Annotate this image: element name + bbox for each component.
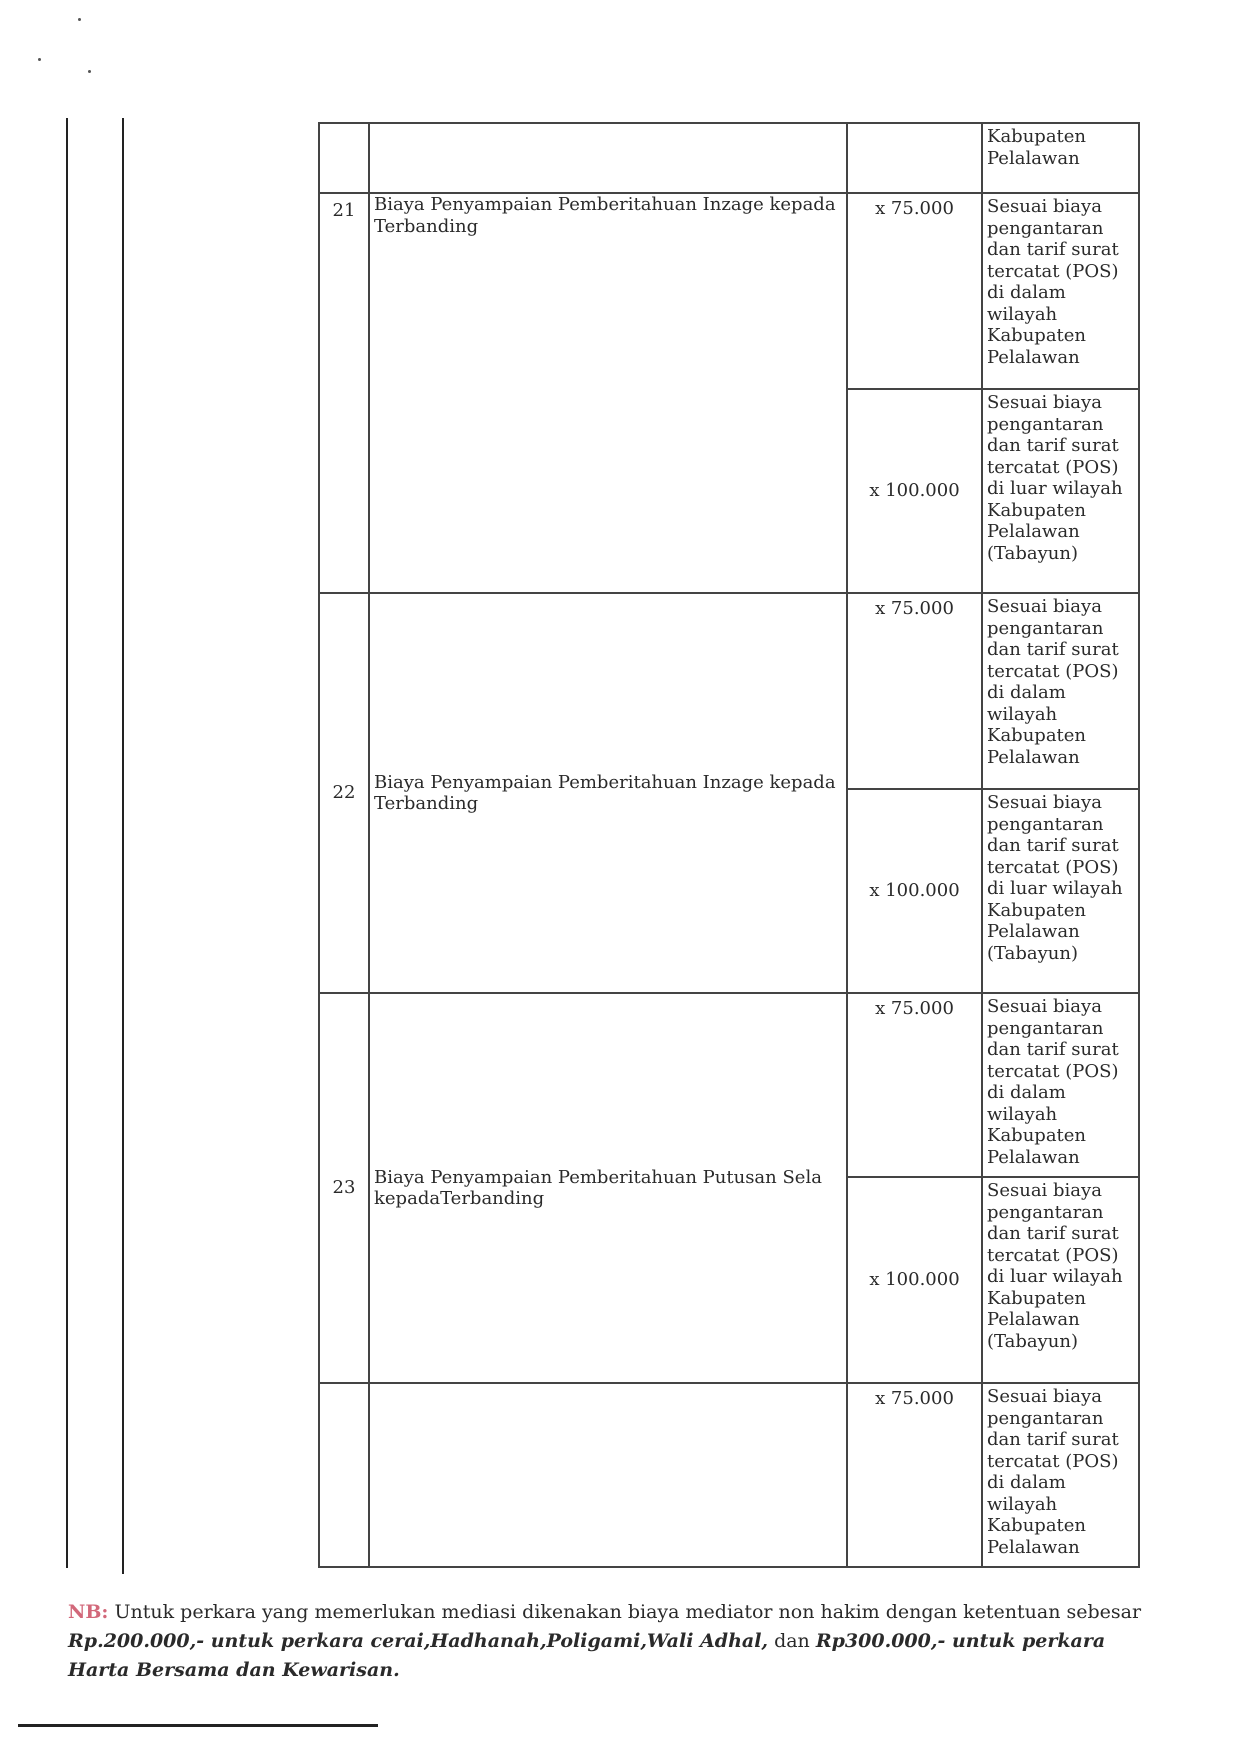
row-description-cell xyxy=(369,123,847,193)
scan-speck xyxy=(78,18,81,21)
fee-table xyxy=(318,122,1140,1568)
fee-amount-cell: x 75.000 xyxy=(847,193,982,389)
table-row xyxy=(319,593,1139,789)
fee-note-cell: Sesuai biaya pengantaran dan tarif surat tercatat (POS) di luar wilayah Kabupaten Pelalawan (Tabayun) xyxy=(982,789,1139,993)
fee-amount-cell: x 100.000 xyxy=(847,789,982,993)
row-number-cell: 23 xyxy=(319,993,369,1383)
table-row xyxy=(319,1383,1139,1567)
fee-amount-cell xyxy=(847,123,982,193)
fee-amount-cell: x 75.000 xyxy=(847,993,982,1177)
note-text: Untuk perkara yang memerlukan mediasi dikenakan biaya mediator non hakim dengan ketentuan sebesar xyxy=(108,1601,1142,1623)
note-label: NB: xyxy=(68,1601,109,1623)
table-row xyxy=(319,993,1139,1177)
fee-amount-cell: x 75.000 xyxy=(847,1383,982,1567)
fee-note-cell: Sesuai biaya pengantaran dan tarif surat tercatat (POS) di dalam wilayah Kabupaten Pelalawan xyxy=(982,593,1139,789)
fee-note-cell: Sesuai biaya pengantaran dan tarif surat tercatat (POS) di dalam wilayah Kabupaten Pelalawan xyxy=(982,993,1139,1177)
footer-rule xyxy=(18,1724,378,1727)
row-number-cell: 21 xyxy=(319,193,369,593)
fee-note-cell: Sesuai biaya pengantaran dan tarif surat tercatat (POS) di luar wilayah Kabupaten Pelalawan (Tabayun) xyxy=(982,389,1139,593)
note-bold-fees-divorce: Rp.200.000,- untuk perkara cerai,Hadhanah,Poligami,Wali Adhal, xyxy=(68,1630,769,1652)
scan-speck xyxy=(88,70,91,73)
note-bold-fees-property: Rp300.000,- untuk perkara Harta Bersama dan Kewarisan. xyxy=(68,1630,1106,1681)
margin-line-right xyxy=(122,118,124,1574)
table-row-continuation xyxy=(319,123,1139,193)
row-number-cell: 22 xyxy=(319,593,369,993)
fee-amount-cell: x 75.000 xyxy=(847,593,982,789)
fee-amount-cell: x 100.000 xyxy=(847,389,982,593)
margin-line-left xyxy=(66,118,68,1568)
fee-note-cell: Kabupaten Pelalawan xyxy=(982,123,1139,193)
row-description-cell xyxy=(369,1383,847,1567)
table-row xyxy=(319,193,1139,389)
row-number-cell xyxy=(319,123,369,193)
row-description-cell: Biaya Penyampaian Pemberitahuan Inzage kepada Terbanding xyxy=(369,193,847,593)
row-description-cell: Biaya Penyampaian Pemberitahuan Inzage kepada Terbanding xyxy=(369,593,847,993)
row-number-cell xyxy=(319,1383,369,1567)
fee-note-cell: Sesuai biaya pengantaran dan tarif surat tercatat (POS) di dalam wilayah Kabupaten Pelalawan xyxy=(982,1383,1139,1567)
scan-speck xyxy=(38,58,41,61)
fee-note-cell: Sesuai biaya pengantaran dan tarif surat tercatat (POS) di dalam wilayah Kabupaten Pelalawan xyxy=(982,193,1139,389)
mediation-fee-note xyxy=(68,1598,1148,1685)
fee-amount-cell: x 100.000 xyxy=(847,1177,982,1383)
row-description-cell: Biaya Penyampaian Pemberitahuan Putusan Sela kepadaTerbanding xyxy=(369,993,847,1383)
note-text-connector: dan xyxy=(768,1630,816,1652)
fee-note-cell: Sesuai biaya pengantaran dan tarif surat tercatat (POS) di luar wilayah Kabupaten Pelalawan (Tabayun) xyxy=(982,1177,1139,1383)
